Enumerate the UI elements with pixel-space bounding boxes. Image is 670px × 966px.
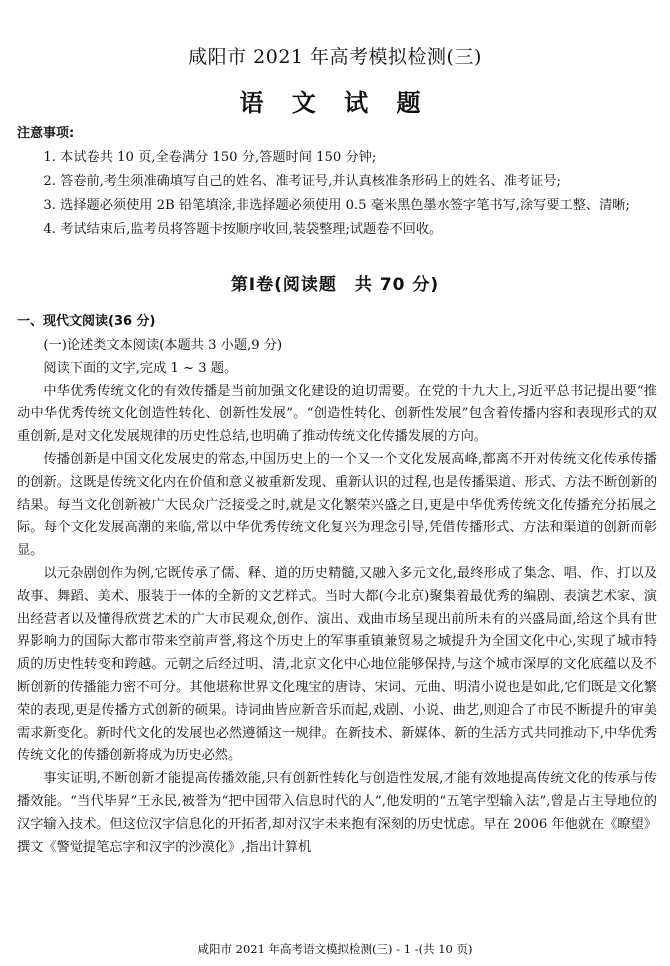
- subject-title: 语 文 试 题: [239, 89, 431, 117]
- volume-title: 第Ⅰ卷(阅读题 共 70 分): [230, 275, 440, 295]
- notice-item: 4. 考试结束后,监考员将答题卡按顺序收回,装袋整理;试题卷不回收。: [43, 222, 443, 237]
- sub-heading: (一)论述类文本阅读(本题共 3 小题,9 分): [43, 338, 283, 353]
- notice-item: 3. 选择题必须使用 2B 铅笔填涂,非选择题必须使用 0.5 毫米黑色墨水签字笔书写,涂写要工整、清晰;: [43, 198, 630, 213]
- reading-passage: [17, 335, 657, 859]
- passage-paragraph: 事实证明,不断创新才能提高传播效能,只有创新性转化与创造性发展,才能有效地提高传统文化的传承与传播效能。“当代毕昇”王永民,被誉为“把中国带入信息时代的人”,他发明的“五笔字型输入法”,曾是占主导地位的汉字输入技术。但这位汉字信息化的开拓者,却对汉字未来抱有深刻的历史忧虑。早在 2006 年他就在《瞭望》撰文《警觉提笔忘字和汉字的沙漠化》,指出计算机: [17, 771, 657, 855]
- exam-title: 咸阳市 2021 年高考模拟检测(三): [188, 46, 482, 68]
- passage-paragraph: 中华优秀传统文化的有效传播是当前加强文化建设的迫切需要。在党的十九大上,习近平总书记提出要“推动中华优秀传统文化创造性转化、创新性发展”。“创造性转化、创新性发展”包含着传播内容和表现形式的双重创新,是对文化发展规律的历史性总结,也明确了推动传统文化传播发展的方向。: [17, 383, 657, 445]
- passage-paragraph: 以元杂剧创作为例,它既传承了儒、释、道的历史精髓,又融入多元文化,最终形成了集念、唱、作、打以及故事、舞蹈、美术、服装于一体的全新的文艺样式。当时大都(今北京)聚集着最优秀的编剧、表演艺术家、演出经营者以及懂得欣赏艺术的广大市民观众,创作、演出、戏曲市场呈现出前所未有的兴盛局面,给这个具有世界影响力的国际大都市带来空前声誉,将这个历史上的军事重镇兼贸易之城提升为全国文化中心,实现了城市特质的历史性转变和跨越。元朝之后经过明、清,北京文化中心地位能够保持,与这个城市深厚的文化底蕴以及不断创新的传播能力密不可分。其他堪称世界文化瑰宝的唐诗、宋词、元曲、明清小说也是如此,它们既是文化繁荣的表现,更是传播方式创新的硕果。诗词曲皆应新音乐而起,戏剧、小说、曲艺,则迎合了市民不断提升的审美需求新变化。新时代文化的发展也必然遵循这一规律。在新技术、新媒体、新的生活方式共同推动下,中华优秀传统文化的传播创新将成为历史必然。: [17, 565, 657, 764]
- instruction: 阅读下面的文字,完成 1 ~ 3 题。: [43, 360, 238, 376]
- notice-item: 1. 本试卷共 10 页,全卷满分 150 分,答题时间 150 分钟;: [43, 150, 377, 165]
- section-heading: 一、现代文阅读(36 分): [17, 314, 156, 329]
- passage-paragraph: 传播创新是中国文化发展史的常态,中国历史上的一个又一个文化发展高峰,都离不开对传统文化传承传播的创新。这既是传统文化内在价值和意义被重新发现、重新认识的过程,也是传播渠道、形式、方法不断创新的结果。每当文化创新被广大民众广泛接受之时,就是文化繁荣兴盛之日,更是中华优秀传统文化传播充分拓展之际。每个文化发展高潮的来临,常以中华优秀传统文化复兴为理念引导,凭借传播形式、方法和渠道的创新而彰显。: [17, 451, 657, 559]
- notice-heading: 注意事项:: [17, 126, 75, 141]
- notice-item: 2. 答卷前,考生须准确填写自己的姓名、准考证号,并认真核准条形码上的姓名、准考证号;: [43, 174, 561, 189]
- page-footer: 咸阳市 2021 年高考语文模拟检测(三) - 1 -(共 10 页): [197, 942, 473, 956]
- notice-list: [17, 146, 657, 242]
